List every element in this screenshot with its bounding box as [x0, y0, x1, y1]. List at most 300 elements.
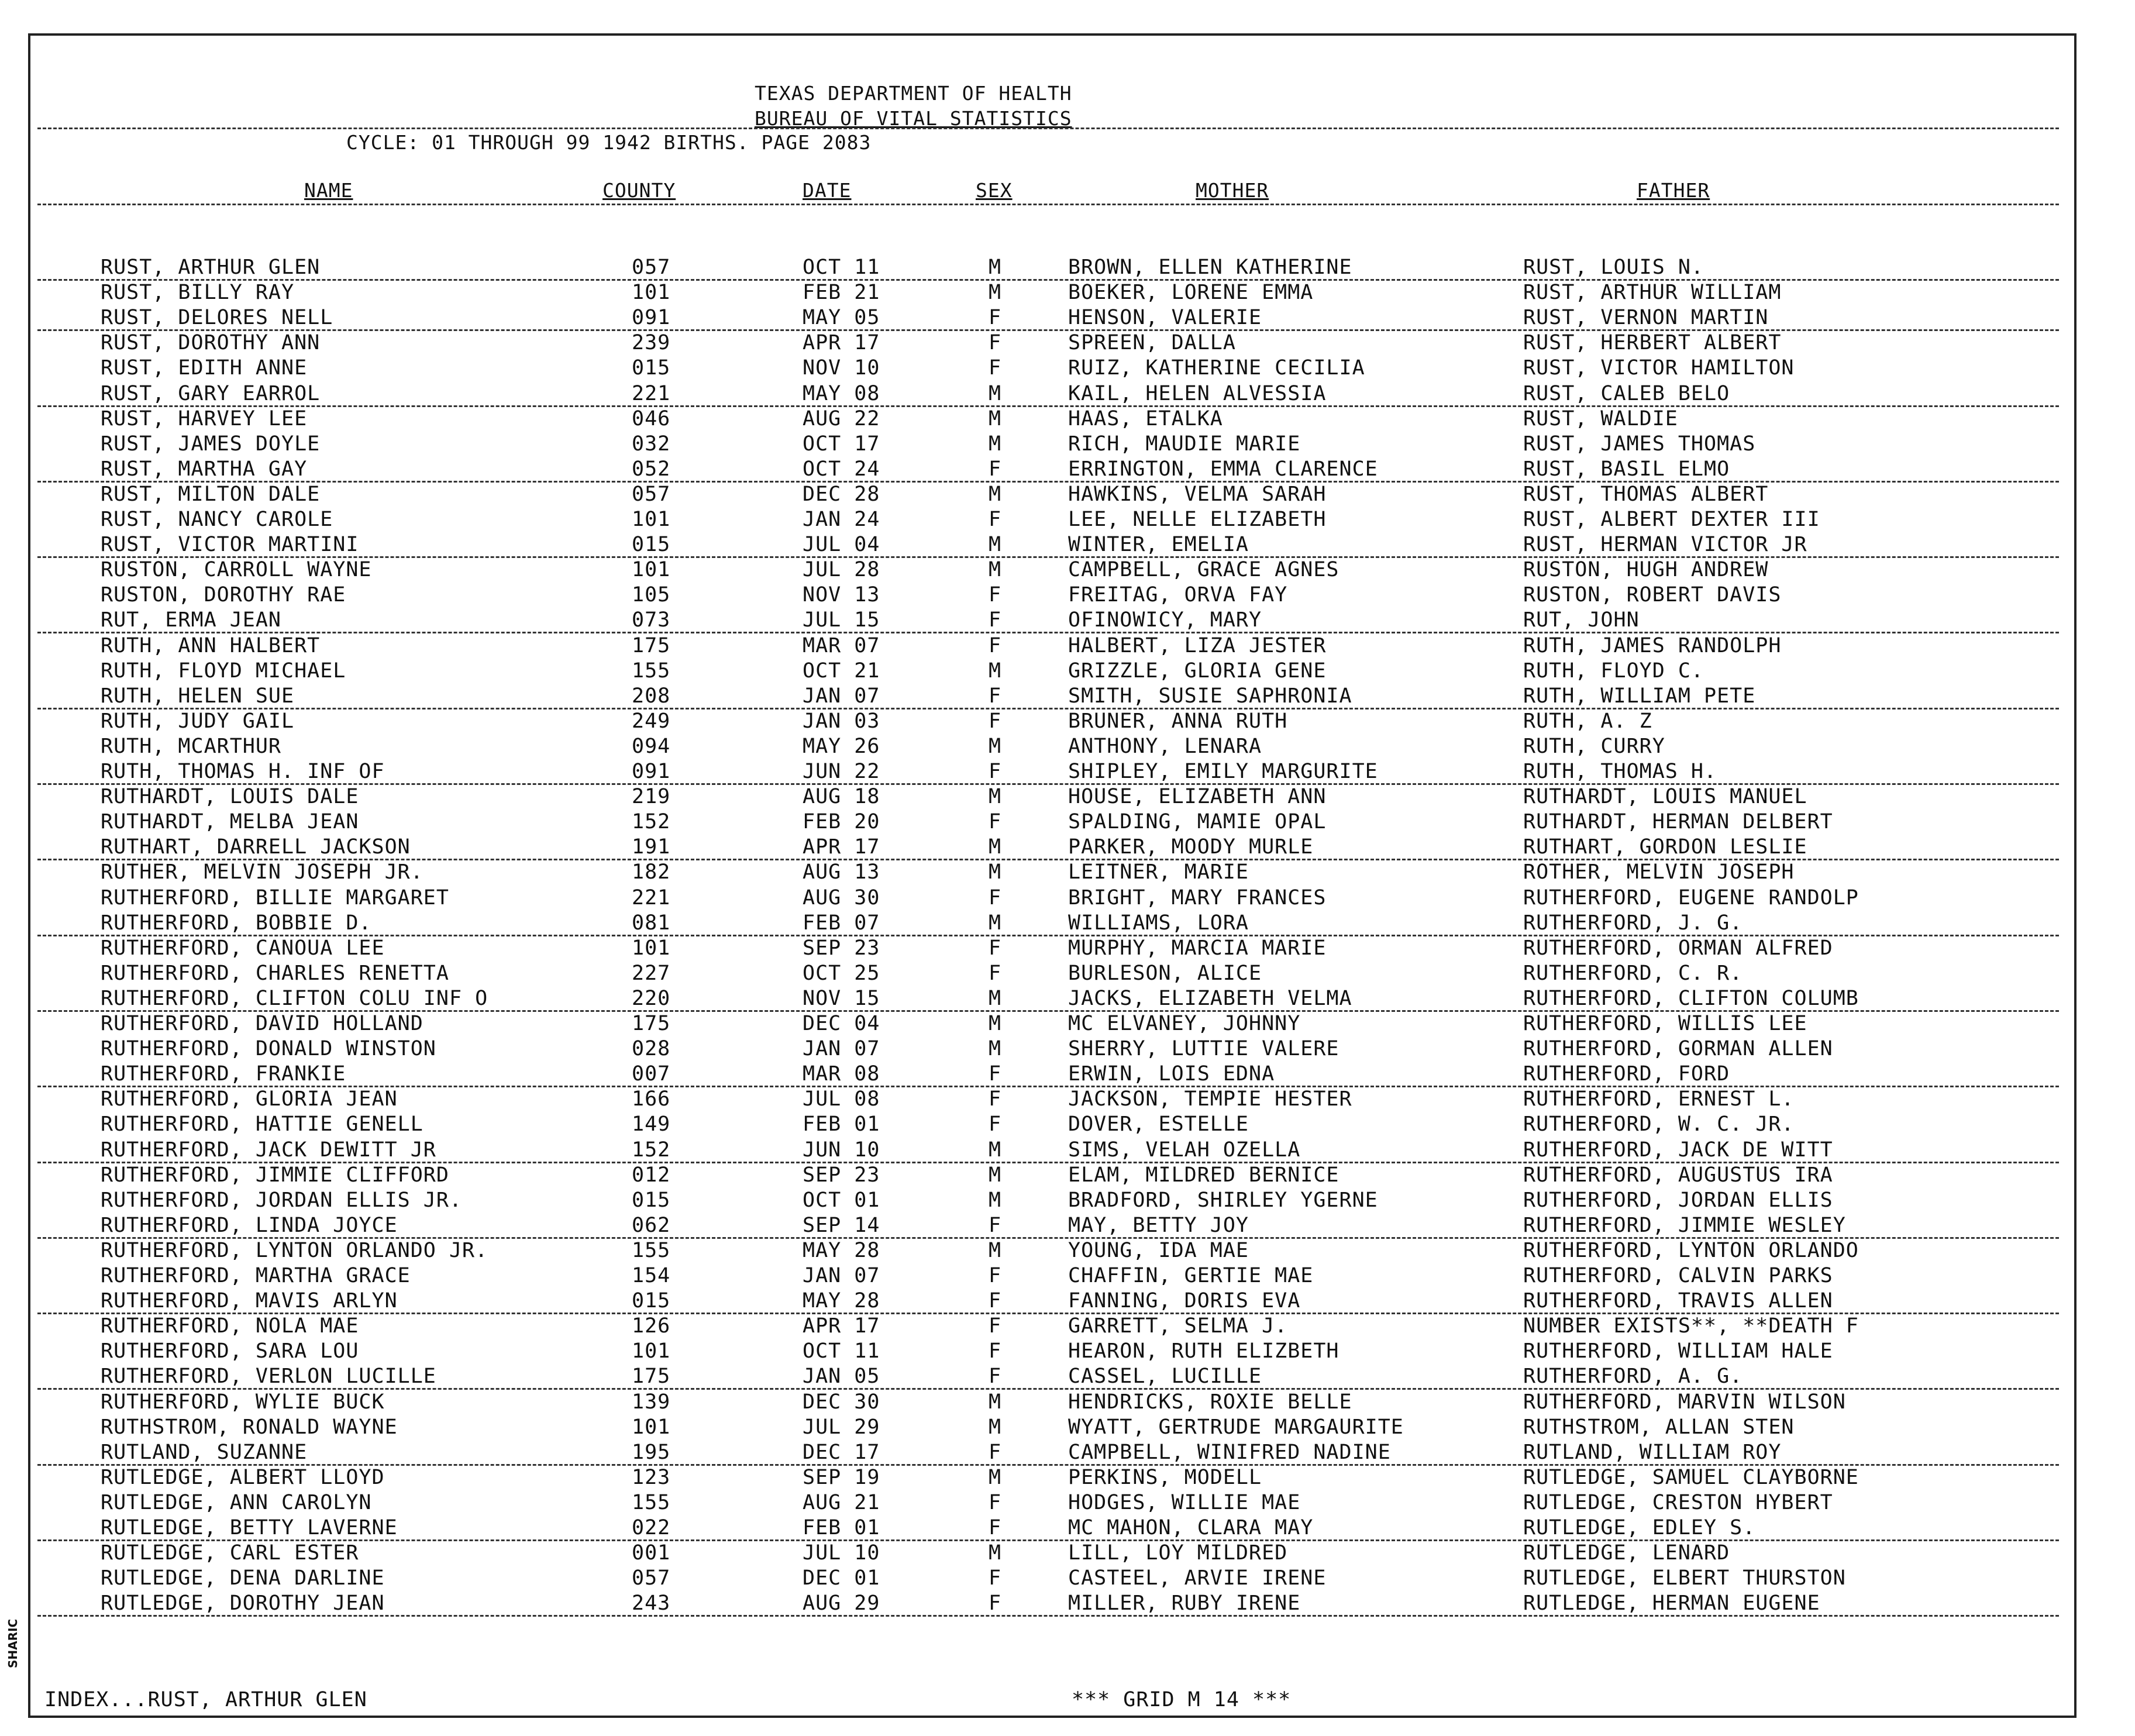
cell-name: RUTLAND, SUZANNE: [101, 1440, 308, 1464]
cell-name: RUTHERFORD, VERLON LUCILLE: [101, 1365, 436, 1389]
table-row: [0, 280, 2135, 305]
cell-county: 101: [632, 281, 671, 305]
cell-name: RUTHERFORD, HATTIE GENELL: [101, 1112, 423, 1136]
cell-name: RUTLEDGE, DENA DARLINE: [101, 1566, 385, 1590]
cell-name: RUSTON, DOROTHY RAE: [101, 583, 346, 607]
cell-sex: F: [989, 331, 1002, 355]
cell-mother: SPREEN, DALLA: [1068, 331, 1236, 355]
cell-date: SEP 14: [803, 1213, 880, 1237]
cell-county: 057: [632, 482, 671, 506]
table-row: [0, 936, 2135, 960]
cell-father: RUTHERFORD, A. G.: [1523, 1365, 1743, 1389]
table-row: [0, 986, 2135, 1011]
cell-sex: M: [989, 734, 1002, 758]
cell-name: RUTHARDT, LOUIS DALE: [101, 785, 359, 809]
table-row: [0, 1490, 2135, 1515]
table-row: [0, 1087, 2135, 1111]
cell-mother: SMITH, SUSIE SAPHRONIA: [1068, 684, 1352, 708]
cell-sex: F: [989, 1516, 1002, 1539]
cell-name: RUT, ERMA JEAN: [101, 608, 282, 632]
cell-father: RUSTON, ROBERT DAVIS: [1523, 583, 1782, 607]
cell-name: RUTLEDGE, ANN CAROLYN: [101, 1490, 372, 1514]
cell-sex: F: [989, 1062, 1002, 1086]
cell-mother: BURLESON, ALICE: [1068, 961, 1262, 985]
cell-sex: F: [989, 457, 1002, 481]
cell-sex: M: [989, 432, 1002, 456]
cell-mother: BROWN, ELLEN KATHERINE: [1068, 256, 1352, 279]
table-row: [0, 330, 2135, 355]
cell-mother: LILL, LOY MILDRED: [1068, 1541, 1288, 1565]
cell-sex: M: [989, 835, 1002, 859]
cell-father: RUST, LOUIS N.: [1523, 256, 1704, 279]
cell-date: OCT 11: [803, 1339, 880, 1363]
cell-name: RUTLEDGE, CARL ESTER: [101, 1541, 359, 1565]
table-row: [0, 1390, 2135, 1414]
cell-date: JAN 07: [803, 684, 880, 708]
cell-mother: MURPHY, MARCIA MARIE: [1068, 936, 1327, 960]
cell-county: 015: [632, 1289, 671, 1313]
cell-name: RUTHERFORD, WYLIE BUCK: [101, 1390, 385, 1414]
cell-name: RUST, MILTON DALE: [101, 482, 321, 506]
table-row: [0, 1541, 2135, 1565]
cell-mother: FANNING, DORIS EVA: [1068, 1289, 1301, 1313]
cell-sex: F: [989, 1087, 1002, 1111]
cell-mother: SIMS, VELAH OZELLA: [1068, 1138, 1301, 1162]
cell-county: 243: [632, 1592, 671, 1616]
cell-mother: WILLIAMS, LORA: [1068, 911, 1249, 935]
cell-sex: F: [989, 709, 1002, 733]
cell-mother: ELAM, MILDRED BERNICE: [1068, 1163, 1339, 1187]
cell-mother: OFINOWICY, MARY: [1068, 608, 1262, 632]
cell-county: 227: [632, 961, 671, 985]
cell-county: 221: [632, 381, 671, 405]
cell-date: JAN 05: [803, 1365, 880, 1389]
cell-date: OCT 25: [803, 961, 880, 985]
table-row: [0, 734, 2135, 759]
cell-date: MAY 28: [803, 1238, 880, 1262]
cell-county: 239: [632, 331, 671, 355]
cell-father: RUTH, FLOYD C.: [1523, 659, 1704, 683]
cell-county: 139: [632, 1390, 671, 1414]
table-row: [0, 557, 2135, 582]
cell-father: RUST, CALEB BELO: [1523, 381, 1730, 405]
cell-mother: HAWKINS, VELMA SARAH: [1068, 482, 1327, 506]
cell-county: 249: [632, 709, 671, 733]
cell-name: RUTHERFORD, SARA LOU: [101, 1339, 359, 1363]
table-row: [0, 1188, 2135, 1213]
cell-county: 091: [632, 306, 671, 330]
cell-date: JAN 07: [803, 1264, 880, 1287]
cell-sex: F: [989, 508, 1002, 531]
cell-sex: M: [989, 1465, 1002, 1489]
cell-father: RUST, VICTOR HAMILTON: [1523, 356, 1795, 380]
table-row: [0, 255, 2135, 280]
cell-county: 022: [632, 1516, 671, 1539]
table-row: [0, 684, 2135, 708]
cell-date: FEB 07: [803, 911, 880, 935]
cell-father: RUTHERFORD, JORDAN ELLIS: [1523, 1188, 1833, 1212]
cell-father: RUTHARDT, HERMAN DELBERT: [1523, 810, 1833, 834]
cell-sex: F: [989, 1566, 1002, 1590]
table-row: [0, 1364, 2135, 1389]
cell-father: RUTHERFORD, GORMAN ALLEN: [1523, 1037, 1833, 1061]
cell-sex: F: [989, 1490, 1002, 1514]
cell-county: 155: [632, 1490, 671, 1514]
cell-date: JUL 08: [803, 1087, 880, 1111]
cell-name: RUST, GARY EARROL: [101, 381, 321, 405]
table-row: [0, 407, 2135, 431]
cell-mother: HAAS, ETALKA: [1068, 407, 1223, 430]
cell-sex: F: [989, 810, 1002, 834]
cell-name: RUTHERFORD, CHARLES RENETTA: [101, 961, 449, 985]
cell-date: JAN 07: [803, 1037, 880, 1061]
cell-sex: F: [989, 1213, 1002, 1237]
cell-date: JUL 15: [803, 608, 880, 632]
cell-father: RUTH, JAMES RANDOLPH: [1523, 633, 1782, 657]
cell-sex: M: [989, 911, 1002, 935]
cell-father: RUTLEDGE, CRESTON HYBERT: [1523, 1490, 1833, 1514]
table-row: [0, 1163, 2135, 1187]
cell-mother: BRUNER, ANNA RUTH: [1068, 709, 1288, 733]
cell-father: RUTLEDGE, EDLEY S.: [1523, 1516, 1756, 1539]
cell-father: RUT, JOHN: [1523, 608, 1640, 632]
cell-mother: CAMPBELL, WINIFRED NADINE: [1068, 1440, 1391, 1464]
row-separator: [37, 1615, 2059, 1617]
cell-mother: KAIL, HELEN ALVESSIA: [1068, 381, 1327, 405]
cell-sex: F: [989, 961, 1002, 985]
cell-date: FEB 01: [803, 1112, 880, 1136]
cell-county: 001: [632, 1541, 671, 1565]
cell-county: 221: [632, 886, 671, 910]
cell-mother: HALBERT, LIZA JESTER: [1068, 633, 1327, 657]
cell-sex: M: [989, 1415, 1002, 1439]
cell-mother: YOUNG, IDA MAE: [1068, 1238, 1249, 1262]
cell-county: 191: [632, 835, 671, 859]
cell-sex: M: [989, 482, 1002, 506]
cell-name: RUTHERFORD, NOLA MAE: [101, 1314, 359, 1338]
cell-mother: GARRETT, SELMA J.: [1068, 1314, 1288, 1338]
cell-county: 105: [632, 583, 671, 607]
table-row: [0, 583, 2135, 607]
cell-name: RUTHERFORD, BOBBIE D.: [101, 911, 372, 935]
cell-name: RUTHERFORD, MAVIS ARLYN: [101, 1289, 398, 1313]
cell-date: APR 17: [803, 331, 880, 355]
cell-sex: M: [989, 1037, 1002, 1061]
cell-sex: F: [989, 608, 1002, 632]
cell-date: DEC 01: [803, 1566, 880, 1590]
header-department: TEXAS DEPARTMENT OF HEALTH: [755, 82, 1072, 105]
cell-mother: FREITAG, ORVA FAY: [1068, 583, 1288, 607]
cell-mother: SPALDING, MAMIE OPAL: [1068, 810, 1327, 834]
cell-father: RUSTON, HUGH ANDREW: [1523, 558, 1769, 582]
cell-date: AUG 22: [803, 407, 880, 430]
cell-sex: M: [989, 1163, 1002, 1187]
cell-father: RUST, WALDIE: [1523, 407, 1678, 430]
cell-county: 182: [632, 860, 671, 884]
cell-sex: F: [989, 760, 1002, 783]
cell-date: NOV 13: [803, 583, 880, 607]
cell-county: 057: [632, 256, 671, 279]
cell-sex: F: [989, 936, 1002, 960]
cell-county: 032: [632, 432, 671, 456]
cell-father: RUTHART, GORDON LESLIE: [1523, 835, 1807, 859]
cell-name: RUST, VICTOR MARTINI: [101, 533, 359, 557]
cell-father: RUTHERFORD, WILLIAM HALE: [1523, 1339, 1833, 1363]
cell-father: RUST, HERBERT ALBERT: [1523, 331, 1782, 355]
cell-mother: RICH, MAUDIE MARIE: [1068, 432, 1301, 456]
cell-date: AUG 21: [803, 1490, 880, 1514]
cell-father: RUTHERFORD, JIMMIE WESLEY: [1523, 1213, 1846, 1237]
cell-father: RUST, JAMES THOMAS: [1523, 432, 1756, 456]
cell-father: RUTH, A. Z: [1523, 709, 1652, 733]
cell-county: 094: [632, 734, 671, 758]
cell-county: 195: [632, 1440, 671, 1464]
cell-county: 220: [632, 986, 671, 1010]
cell-county: 219: [632, 785, 671, 809]
table-row: [0, 709, 2135, 733]
cell-mother: LEITNER, MARIE: [1068, 860, 1249, 884]
table-row: [0, 1263, 2135, 1288]
cell-date: JUN 10: [803, 1138, 880, 1162]
cell-mother: SHERRY, LUTTIE VALERE: [1068, 1037, 1339, 1061]
cell-county: 046: [632, 407, 671, 430]
cell-mother: PERKINS, MODELL: [1068, 1465, 1262, 1489]
footer-grid: *** GRID M 14 ***: [1072, 1688, 1292, 1711]
cell-sex: F: [989, 1112, 1002, 1136]
cell-name: RUTLEDGE, BETTY LAVERNE: [101, 1516, 398, 1539]
cell-father: ROTHER, MELVIN JOSEPH: [1523, 860, 1795, 884]
table-row: [0, 1591, 2135, 1616]
cell-mother: ANTHONY, LENARA: [1068, 734, 1262, 758]
cell-date: SEP 23: [803, 936, 880, 960]
cell-sex: M: [989, 281, 1002, 305]
cell-father: RUST, ARTHUR WILLIAM: [1523, 281, 1782, 305]
cell-sex: M: [989, 659, 1002, 683]
cell-sex: M: [989, 1012, 1002, 1035]
cell-county: 152: [632, 1138, 671, 1162]
cell-county: 101: [632, 558, 671, 582]
cell-county: 062: [632, 1213, 671, 1237]
table-row: [0, 784, 2135, 809]
cell-father: RUST, THOMAS ALBERT: [1523, 482, 1769, 506]
cell-date: OCT 21: [803, 659, 880, 683]
cell-father: RUTHERFORD, AUGUSTUS IRA: [1523, 1163, 1833, 1187]
cell-father: RUTLEDGE, LENARD: [1523, 1541, 1730, 1565]
cell-date: JAN 24: [803, 508, 880, 531]
table-row: [0, 457, 2135, 481]
cell-date: MAY 26: [803, 734, 880, 758]
cell-county: 149: [632, 1112, 671, 1136]
cell-county: 101: [632, 936, 671, 960]
cell-name: RUTHERFORD, JORDAN ELLIS JR.: [101, 1188, 463, 1212]
cell-county: 175: [632, 1012, 671, 1035]
cell-father: RUTHERFORD, MARVIN WILSON: [1523, 1390, 1846, 1414]
cell-mother: PARKER, MOODY MURLE: [1068, 835, 1314, 859]
cell-name: RUTH, ANN HALBERT: [101, 633, 321, 657]
cell-sex: F: [989, 1314, 1002, 1338]
cell-father: RUST, ALBERT DEXTER III: [1523, 508, 1820, 531]
cell-sex: M: [989, 1238, 1002, 1262]
table-row: [0, 810, 2135, 834]
cell-name: RUTHERFORD, FRANKIE: [101, 1062, 346, 1086]
cell-sex: M: [989, 407, 1002, 430]
cell-father: RUTH, WILLIAM PETE: [1523, 684, 1756, 708]
cell-mother: GRIZZLE, GLORIA GENE: [1068, 659, 1327, 683]
cell-county: 007: [632, 1062, 671, 1086]
table-row: [0, 1314, 2135, 1338]
cell-county: 166: [632, 1087, 671, 1111]
cell-date: JUL 04: [803, 533, 880, 557]
cell-date: JUL 10: [803, 1541, 880, 1565]
cell-mother: WINTER, EMELIA: [1068, 533, 1249, 557]
cell-mother: HODGES, WILLIE MAE: [1068, 1490, 1301, 1514]
cell-county: 175: [632, 1365, 671, 1389]
cell-father: RUTHERFORD, LYNTON ORLANDO: [1523, 1238, 1859, 1262]
cell-county: 015: [632, 533, 671, 557]
cell-father: RUTLEDGE, HERMAN EUGENE: [1523, 1592, 1820, 1616]
cell-sex: F: [989, 886, 1002, 910]
cell-father: RUST, BASIL ELMO: [1523, 457, 1730, 481]
cell-name: RUST, NANCY CAROLE: [101, 508, 333, 531]
cell-name: RUST, DELORES NELL: [101, 306, 333, 330]
cell-county: 081: [632, 911, 671, 935]
table-row: [0, 659, 2135, 683]
header-cycle: CYCLE: 01 THROUGH 99 1942 BIRTHS. PAGE 2083: [346, 131, 872, 154]
cell-date: APR 17: [803, 1314, 880, 1338]
cell-mother: MC ELVANEY, JOHNNY: [1068, 1012, 1301, 1035]
cell-father: RUTHERFORD, FORD: [1523, 1062, 1730, 1086]
cell-father: RUTHSTROM, ALLAN STEN: [1523, 1415, 1795, 1439]
cell-county: 152: [632, 810, 671, 834]
table-row: [0, 608, 2135, 632]
cell-name: RUTH, JUDY GAIL: [101, 709, 295, 733]
header-bureau: BUREAU OF VITAL STATISTICS: [755, 107, 1072, 130]
cell-date: APR 17: [803, 835, 880, 859]
cell-sex: M: [989, 1188, 1002, 1212]
cell-date: DEC 17: [803, 1440, 880, 1464]
cell-father: RUTHERFORD, WILLIS LEE: [1523, 1012, 1807, 1035]
cell-name: RUTH, THOMAS H. INF OF: [101, 760, 385, 783]
cell-county: 126: [632, 1314, 671, 1338]
cell-county: 015: [632, 356, 671, 380]
cell-father: RUTLAND, WILLIAM ROY: [1523, 1440, 1782, 1464]
side-tag: SHARIC: [6, 1618, 20, 1668]
cell-mother: ERWIN, LOIS EDNA: [1068, 1062, 1275, 1086]
cell-mother: SHIPLEY, EMILY MARGURITE: [1068, 760, 1378, 783]
cell-date: MAR 07: [803, 633, 880, 657]
column-header-county: COUNTY: [602, 179, 676, 202]
cell-mother: MC MAHON, CLARA MAY: [1068, 1516, 1314, 1539]
table-row: [0, 532, 2135, 557]
table-row: [0, 381, 2135, 406]
cell-date: AUG 13: [803, 860, 880, 884]
cell-date: MAY 05: [803, 306, 880, 330]
cell-name: RUST, BILLY RAY: [101, 281, 295, 305]
cell-mother: JACKSON, TEMPIE HESTER: [1068, 1087, 1352, 1111]
cell-sex: M: [989, 1390, 1002, 1414]
table-row: [0, 507, 2135, 532]
cell-name: RUTHERFORD, JIMMIE CLIFFORD: [101, 1163, 449, 1187]
cell-date: OCT 01: [803, 1188, 880, 1212]
column-header-name: NAME: [304, 179, 353, 202]
cell-name: RUTHERFORD, DAVID HOLLAND: [101, 1012, 423, 1035]
cell-name: RUTHERFORD, LYNTON ORLANDO JR.: [101, 1238, 488, 1262]
cell-date: JUL 28: [803, 558, 880, 582]
cell-sex: F: [989, 633, 1002, 657]
cell-father: RUTHERFORD, JACK DE WITT: [1523, 1138, 1833, 1162]
cell-name: RUTHER, MELVIN JOSEPH JR.: [101, 860, 423, 884]
cell-sex: M: [989, 558, 1002, 582]
cell-sex: F: [989, 356, 1002, 380]
footer-index: INDEX...RUST, ARTHUR GLEN: [44, 1688, 367, 1711]
cell-father: RUTHERFORD, CALVIN PARKS: [1523, 1264, 1833, 1287]
table-row: [0, 1112, 2135, 1136]
cell-mother: CHAFFIN, GERTIE MAE: [1068, 1264, 1314, 1287]
cell-name: RUTHARDT, MELBA JEAN: [101, 810, 359, 834]
table-row: [0, 961, 2135, 986]
cell-name: RUTHART, DARRELL JACKSON: [101, 835, 411, 859]
cell-county: 015: [632, 1188, 671, 1212]
cell-date: MAY 08: [803, 381, 880, 405]
cell-date: SEP 19: [803, 1465, 880, 1489]
cell-sex: F: [989, 1365, 1002, 1389]
cell-date: JUN 22: [803, 760, 880, 783]
cell-mother: BRIGHT, MARY FRANCES: [1068, 886, 1327, 910]
cell-father: RUTH, THOMAS H.: [1523, 760, 1717, 783]
cell-father: RUTHERFORD, CLIFTON COLUMB: [1523, 986, 1859, 1010]
cell-sex: F: [989, 1339, 1002, 1363]
cell-father: RUTLEDGE, ELBERT THURSTON: [1523, 1566, 1846, 1590]
cell-name: RUTH, HELEN SUE: [101, 684, 295, 708]
cell-county: 123: [632, 1465, 671, 1489]
cell-name: RUTHERFORD, JACK DEWITT JR: [101, 1138, 436, 1162]
cell-county: 155: [632, 659, 671, 683]
cell-date: NOV 10: [803, 356, 880, 380]
table-row: [0, 1415, 2135, 1439]
cell-date: AUG 29: [803, 1592, 880, 1616]
cell-county: 101: [632, 1415, 671, 1439]
cell-father: NUMBER EXISTS**, **DEATH F: [1523, 1314, 1859, 1338]
cell-county: 208: [632, 684, 671, 708]
cell-name: RUST, ARTHUR GLEN: [101, 256, 321, 279]
cell-sex: M: [989, 1138, 1002, 1162]
cell-date: OCT 17: [803, 432, 880, 456]
table-row: [0, 1515, 2135, 1540]
cell-date: MAR 08: [803, 1062, 880, 1086]
cell-date: SEP 23: [803, 1163, 880, 1187]
cell-sex: F: [989, 684, 1002, 708]
cell-sex: F: [989, 1264, 1002, 1287]
cell-date: JUL 29: [803, 1415, 880, 1439]
cell-date: AUG 30: [803, 886, 880, 910]
table-row: [0, 432, 2135, 456]
table-row: [0, 1036, 2135, 1061]
cell-mother: WYATT, GERTRUDE MARGAURITE: [1068, 1415, 1404, 1439]
cell-name: RUTHSTROM, RONALD WAYNE: [101, 1415, 398, 1439]
cell-name: RUTHERFORD, CLIFTON COLU INF O: [101, 986, 488, 1010]
cell-county: 052: [632, 457, 671, 481]
cell-sex: M: [989, 785, 1002, 809]
cell-father: RUTHERFORD, W. C. JR.: [1523, 1112, 1795, 1136]
column-header-mother: MOTHER: [1196, 179, 1269, 202]
cell-date: FEB 21: [803, 281, 880, 305]
cell-mother: LEE, NELLE ELIZABETH: [1068, 508, 1327, 531]
cell-date: FEB 20: [803, 810, 880, 834]
cell-date: OCT 24: [803, 457, 880, 481]
cell-sex: F: [989, 1440, 1002, 1464]
cell-date: DEC 04: [803, 1012, 880, 1035]
cell-name: RUST, DOROTHY ANN: [101, 331, 321, 355]
